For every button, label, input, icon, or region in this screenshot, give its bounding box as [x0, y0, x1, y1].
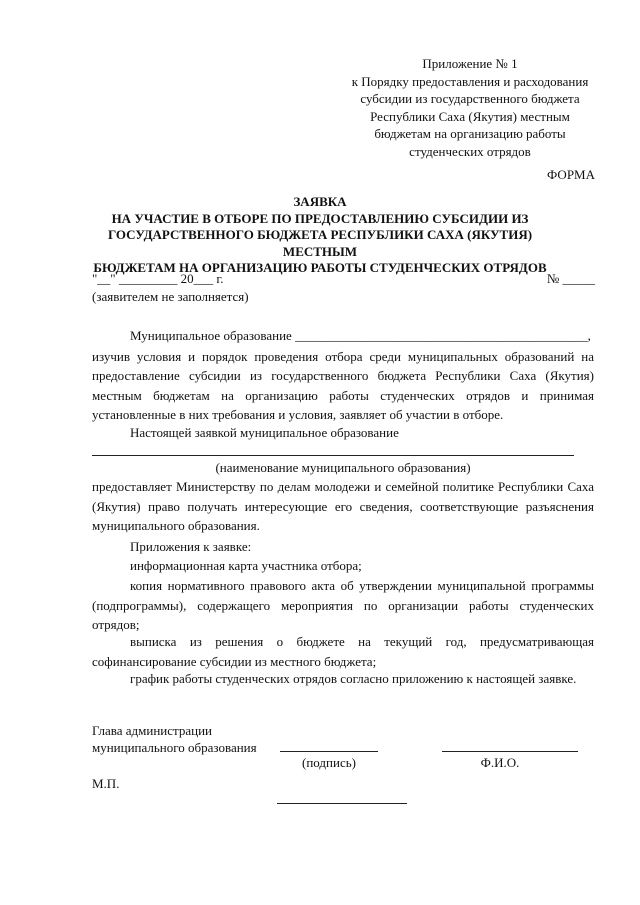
rights-paragraph: предоставляет Министерству по делам молодежи и семейной политике Республики Саха (Якутия) право получать интересующие его сведения, соответствующие разъяснения муниципального образования. — [92, 479, 594, 533]
appendix-reference — [340, 55, 600, 161]
appendix-line: субсидии из государственного бюджета — [360, 91, 580, 107]
statement-paragraph: Настоящей заявкой муниципальное образование — [130, 425, 399, 440]
appendix-line: бюджетам на организацию работы — [374, 126, 566, 142]
signature-line — [280, 751, 378, 752]
title-line: НА УЧАСТИЕ В ОТБОРЕ ПО ПРЕДОСТАВЛЕНИЮ СУБСИДИИ ИЗ — [111, 210, 529, 226]
full-name-caption: Ф.И.О. — [480, 755, 520, 770]
signature-caption: (подпись) — [302, 755, 356, 770]
date-field: "__" _________ 20___ г. — [92, 271, 224, 286]
form-label: ФОРМА — [547, 167, 595, 182]
title-line: БЮДЖЕТАМ НА ОРГАНИЗАЦИЮ РАБОТЫ СТУДЕНЧЕСКИХ ОТРЯДОВ — [93, 260, 547, 275]
not-filled-note: (заявителем не заполняется) — [92, 289, 249, 304]
attachment-item: выписка из решения о бюджете на текущий год, предусматривающая софинансирование субсидии из местного бюджета; — [92, 634, 594, 669]
attachment-item: график работы студенческих отрядов согласно приложению к настоящей заявке. — [130, 671, 577, 686]
municipality-name-line — [92, 455, 574, 456]
attachment-item: копия нормативного правового акта об утверждении муниципальной программы (подпрограммы), содержащего мероприятия по организации работы студенческих отрядов; — [92, 578, 594, 632]
attachment-item: информационная карта участника отбора; — [130, 558, 362, 573]
stamp-line — [277, 803, 407, 804]
title-line: ГОСУДАРСТВЕННОГО БЮДЖЕТА РЕСПУБЛИКИ САХА (ЯКУТИЯ) МЕСТНЫМ — [107, 227, 533, 259]
municipality-line — [130, 327, 594, 345]
number-field: № _____ — [546, 271, 595, 286]
position-line: муниципального образования — [92, 740, 257, 755]
appendix-line: Приложение № 1 — [422, 56, 518, 71]
full-name-line — [442, 751, 578, 752]
signatory-position — [92, 722, 257, 756]
appendix-line: студенческих отрядов — [409, 143, 531, 159]
title-line: ЗАЯВКА — [293, 194, 347, 209]
document-title — [85, 194, 555, 277]
municipality-label: Муниципальное образование — [130, 328, 296, 343]
municipality-blank: _____________________________________________, — [295, 328, 591, 343]
stamp-place: М.П. — [92, 776, 120, 791]
municipality-name-caption: (наименование муниципального образования) — [215, 460, 471, 475]
position-line: Глава администрации — [92, 723, 213, 738]
attachments-heading: Приложения к заявке: — [130, 539, 252, 554]
appendix-line: Республики Саха (Якутия) местным — [370, 108, 570, 124]
intro-paragraph: изучив условия и порядок проведения отбора среди муниципальных образований на предоставление субсидии из государственного бюджета Республики Саха (Якутия) местным бюджетам на организацию работы студенческих отрядов и принимая установленные в них требования и условия, заявляет об участии в отборе. — [92, 349, 594, 422]
appendix-line: к Порядку предоставления и расходования — [351, 73, 589, 89]
